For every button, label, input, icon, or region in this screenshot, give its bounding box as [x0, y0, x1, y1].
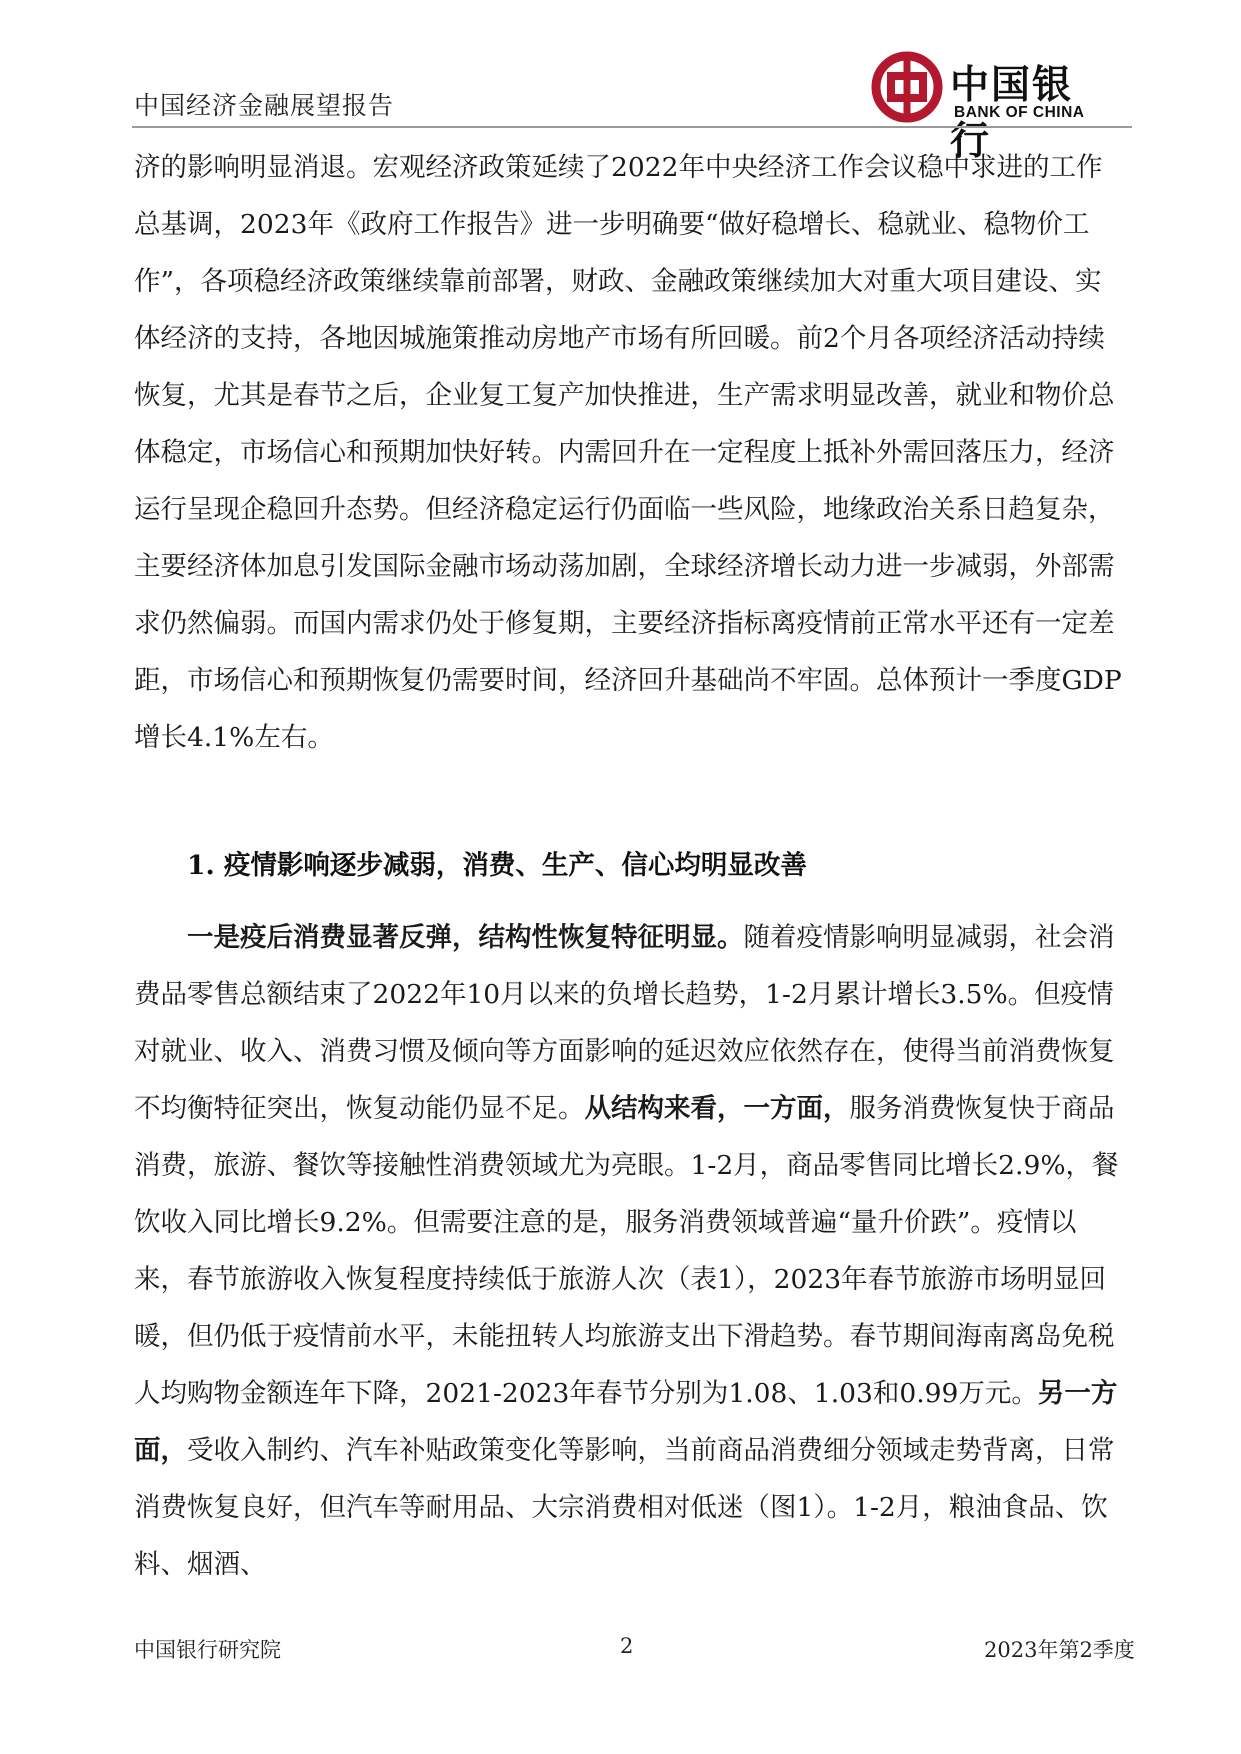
header-divider	[132, 126, 1132, 128]
paragraph-text: 服务消费恢复快于商品消费，旅游、餐饮等接触性消费领域尤为亮眼。1-2月，商品零售同比增长2.9%，餐饮收入同比增长9.2%。但需要注意的是，服务消费领域普遍“量升价跌”。疫情以来，春节旅游收入恢复程度持续低于旅游人次（表1），2023年春节旅游市场明显回暖，但仍低于疫情前水平，未能扭转人均旅游支出下滑趋势。春节期间海南离岛免税人均购物金额连年下降，2021-2023年春节分别为1.08、1.03和0.99万元。	[134, 1093, 1119, 1409]
page-number: 2	[620, 1634, 634, 1658]
body-paragraph: 济的影响明显消退。宏观经济政策延续了2022年中央经济工作会议稳中求进的工作总基调，2023年《政府工作报告》进一步明确要“做好稳增长、稳就业、稳物价工作”，各项稳经济政策继续靠前部署，财政、金融政策继续加大对重大项目建设、实体经济的支持，各地因城施策推动房地产市场有所回暖。前2个月各项经济活动持续恢复，尤其是春节之后，企业复工复产加快推进，生产需求明显改善，就业和物价总体稳定，市场信心和预期加快好转。内需回升在一定程度上抵补外需回落压力，经济运行呈现企稳回升态势。但经济稳定运行仍面临一些风险，地缘政治关系日趋复杂，主要经济体加息引发国际金融市场动荡加剧，全球经济增长动力进一步减弱，外部需求仍然偏弱。而国内需求仍处于修复期，主要经济指标离疫情前正常水平还有一定差距，市场信心和预期恢复仍需要时间，经济回升基础尚不牢固。总体预计一季度GDP增长4.1%左右。	[134, 152, 1122, 753]
bank-logo	[870, 50, 1110, 164]
report-title: 中国经济金融展望报告	[134, 91, 395, 120]
section-heading: 1. 疫情影响逐步减弱，消费、生产、信心均明显改善	[187, 850, 807, 881]
bank-name-english: BANK OF CHINA	[954, 104, 1085, 121]
footer-issue-date: 2023年第2季度	[984, 1638, 1135, 1662]
bank-name-chinese: 中国银行	[950, 62, 1074, 164]
footer-publisher: 中国银行研究院	[134, 1638, 281, 1662]
bold-inline-text: 从结构来看，一方面，	[584, 1093, 850, 1124]
bold-lead-text: 一是疫后消费显著反弹，结构性恢复特征明显。	[187, 922, 744, 953]
paragraph-text: 受收入制约、汽车补贴政策变化等影响，当前商品消费细分领域走势背离，日常消费恢复良好，但汽车等耐用品、大宗消费相对低迷（图1）。1-2月，粮油食品、饮料、烟酒、	[134, 1435, 1115, 1580]
bank-of-china-emblem-icon	[870, 50, 944, 124]
paragraph-text: 随着疫情影响明显减弱，社会消费品零售总额结束了2022年10月以来的负增长趋势，1-2月累计增长3.5%。但疫情对就业、收入、消费习惯及倾向等方面影响的延迟效应依然存在，使得当前消费恢复不均衡特征突出，恢复动能仍显不足。	[134, 922, 1115, 1124]
body-paragraph	[134, 909, 1126, 1593]
bold-inline-text: 另一方面，	[134, 1378, 1118, 1466]
